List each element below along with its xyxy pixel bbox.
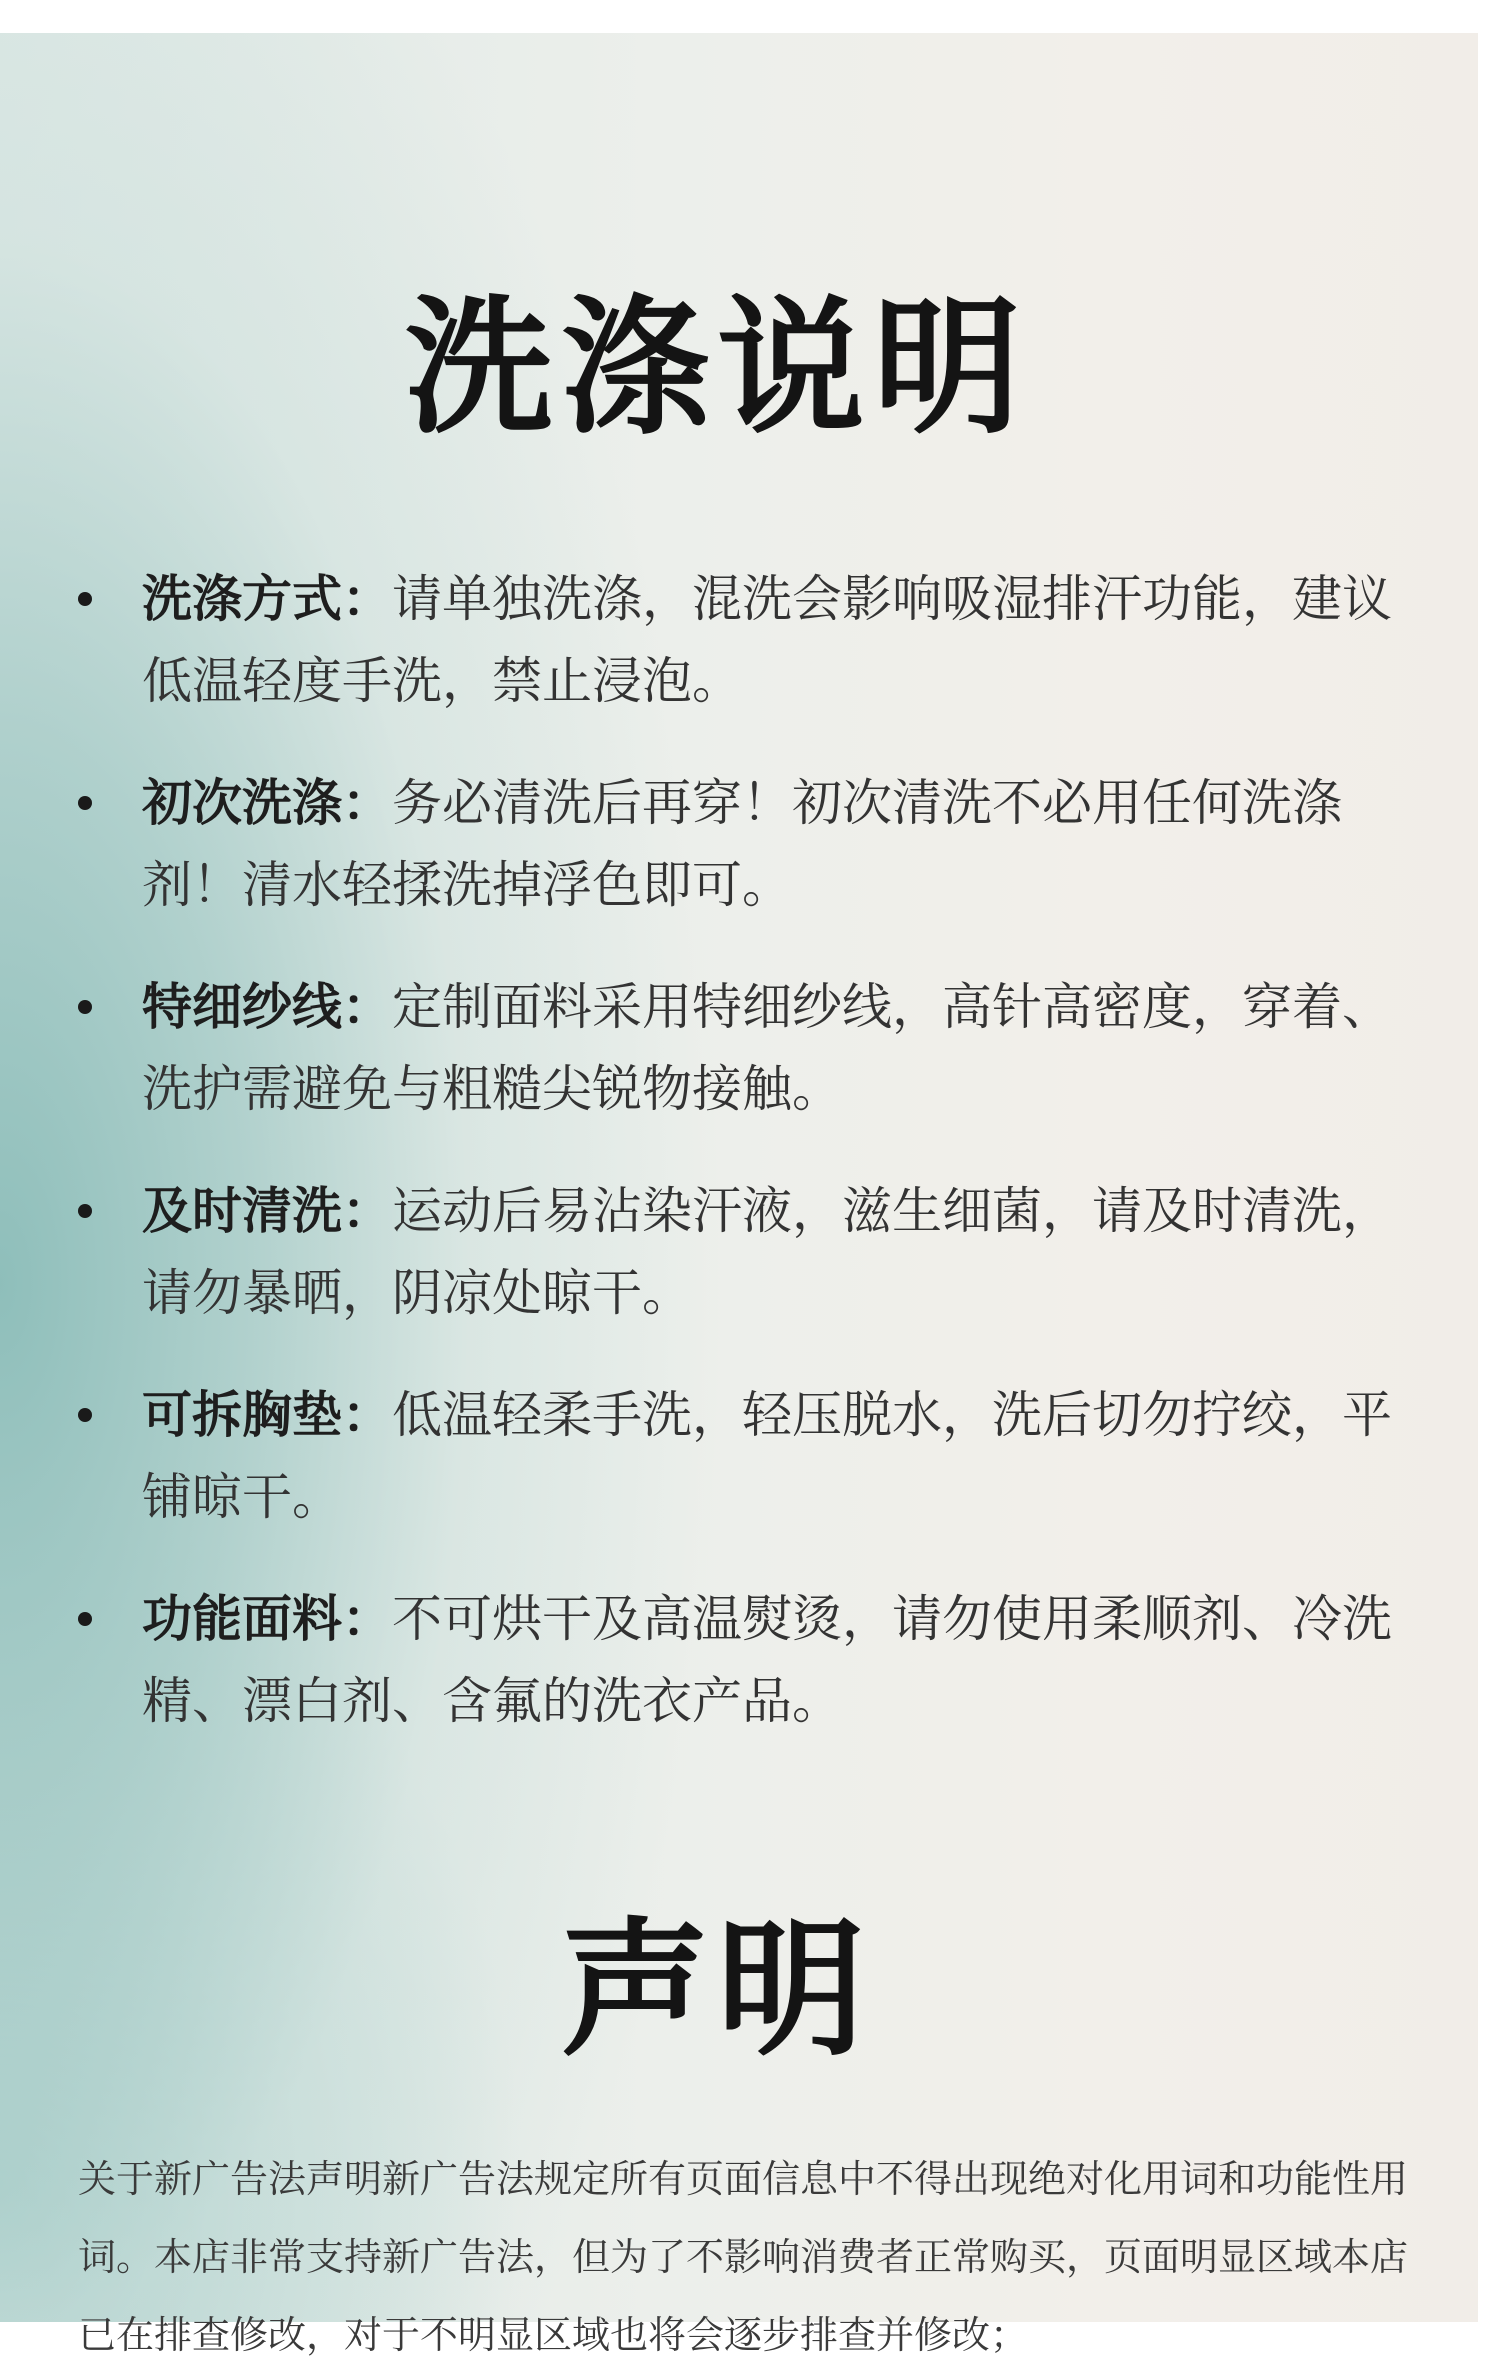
bullet-icon xyxy=(78,1000,92,1014)
bullet-icon xyxy=(78,1612,92,1626)
bullet-icon xyxy=(78,1204,92,1218)
wash-instructions-list xyxy=(70,558,1440,1782)
item-term: 洗涤方式： xyxy=(142,570,392,628)
item-term: 及时清洗： xyxy=(142,1182,392,1240)
wash-instructions-title: 洗涤说明 xyxy=(405,282,1029,454)
bullet-icon xyxy=(78,1408,92,1422)
item-description: 低温轻柔手洗，轻压脱水，洗后切勿拧绞，平铺晾干。 xyxy=(142,1386,1392,1526)
list-item xyxy=(70,1374,1440,1538)
item-description: 运动后易沾染汗液，滋生细菌，请及时清洗，请勿暴晒，阴凉处晾干。 xyxy=(142,1182,1392,1322)
item-term: 可拆胸垫： xyxy=(142,1386,392,1444)
item-description: 不可烘干及高温熨烫，请勿使用柔顺剂、冷洗精、漂白剂、含氟的洗衣产品。 xyxy=(142,1590,1392,1730)
item-description: 请单独洗涤，混洗会影响吸湿排汗功能，建议低温轻度手洗，禁止浸泡。 xyxy=(142,570,1392,710)
item-term: 功能面料： xyxy=(142,1590,392,1648)
list-item xyxy=(70,558,1440,722)
item-term: 初次洗涤： xyxy=(142,774,392,832)
list-item xyxy=(70,762,1440,926)
statement-text: 关于新广告法声明新广告法规定所有页面信息中不得出现绝对化用词和功能性用词。本店非常支持新广告法，但为了不影响消费者正常购买，页面明显区域本店已在排查修改，对于不明显区域也将会逐步排查并修改； xyxy=(78,2157,1409,2357)
item-description: 务必清洗后再穿！初次清洗不必用任何洗涤剂！清水轻揉洗掉浮色即可。 xyxy=(142,774,1342,914)
list-item xyxy=(70,1170,1440,1334)
item-description: 定制面料采用特细纱线，高针高密度，穿着、洗护需避免与粗糙尖锐物接触。 xyxy=(142,978,1392,1118)
item-term: 特细纱线： xyxy=(142,978,392,1036)
list-item xyxy=(70,1578,1440,1742)
bullet-icon xyxy=(78,592,92,606)
statement-title: 声明 xyxy=(561,1904,873,2076)
content-panel xyxy=(0,33,1478,2357)
list-item xyxy=(70,966,1440,1130)
bullet-icon xyxy=(78,796,92,810)
